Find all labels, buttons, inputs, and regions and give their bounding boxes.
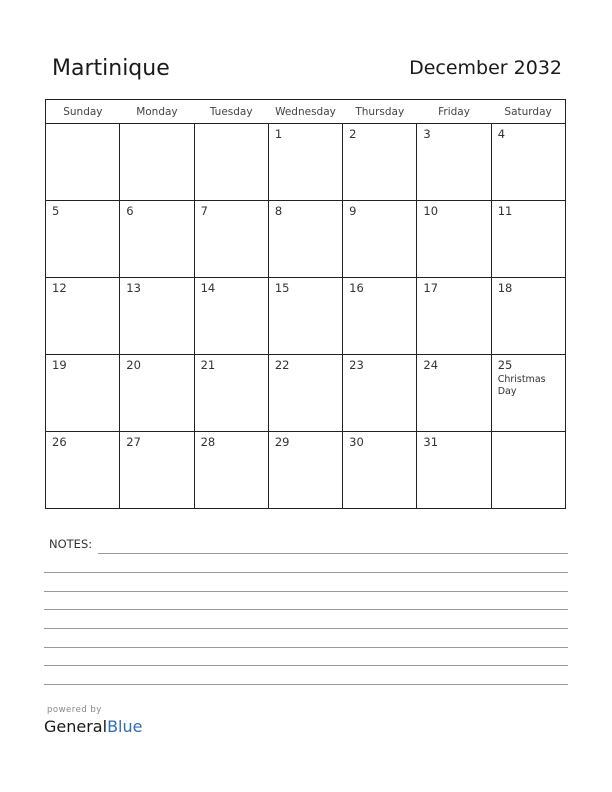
calendar-grid <box>45 99 566 509</box>
day-cell <box>194 278 268 355</box>
day-number: 21 <box>200 358 216 372</box>
notes-line <box>44 665 568 666</box>
day-number: 8 <box>274 204 283 218</box>
week-row <box>46 432 566 509</box>
day-cell <box>120 124 194 201</box>
day-number: 14 <box>200 281 216 295</box>
day-cell <box>343 432 417 509</box>
day-cell <box>46 201 120 278</box>
day-number: 5 <box>52 204 60 218</box>
weekday-tuesday: Tuesday <box>194 100 268 124</box>
day-cell <box>491 124 565 201</box>
day-number: 6 <box>126 204 134 218</box>
day-number: 23 <box>349 358 364 372</box>
notes-line <box>44 609 568 610</box>
notes-line <box>44 591 568 592</box>
day-number: 18 <box>497 281 513 295</box>
day-cell <box>343 278 417 355</box>
brand-blue: Blue <box>107 717 143 736</box>
day-cell <box>417 432 491 509</box>
day-cell <box>120 355 194 432</box>
day-number: 15 <box>274 281 290 295</box>
day-cell <box>194 201 268 278</box>
brand-general: General <box>44 717 108 736</box>
day-cell <box>417 201 491 278</box>
day-number: 25 <box>497 358 513 372</box>
day-number: 7 <box>200 204 208 218</box>
day-number: 31 <box>423 435 439 449</box>
month-year-title: December 2032 <box>409 57 562 79</box>
day-cell <box>268 124 342 201</box>
day-number: 27 <box>126 435 141 449</box>
day-number: 16 <box>349 281 364 295</box>
day-cell <box>46 355 120 432</box>
day-cell <box>417 278 491 355</box>
day-number: 22 <box>274 358 290 372</box>
day-cell <box>343 124 417 201</box>
day-cell <box>194 432 268 509</box>
notes-line <box>44 684 568 685</box>
day-number: 20 <box>126 358 141 372</box>
day-number: 26 <box>52 435 67 449</box>
day-number: 1 <box>274 127 283 141</box>
day-cell <box>268 355 342 432</box>
day-cell <box>120 201 194 278</box>
day-cell <box>491 201 565 278</box>
notes-line <box>44 628 568 629</box>
day-number: 13 <box>126 281 141 295</box>
notes-line <box>98 553 568 554</box>
weekday-friday: Friday <box>417 100 491 124</box>
day-cell <box>343 355 417 432</box>
day-cell <box>491 432 565 509</box>
week-row <box>46 124 566 201</box>
day-cell <box>120 278 194 355</box>
day-cell <box>194 124 268 201</box>
country-title: Martinique <box>52 56 170 81</box>
powered-by-text: powered by <box>47 705 102 715</box>
day-number: 12 <box>52 281 67 295</box>
day-cell <box>120 432 194 509</box>
weekday-wednesday: Wednesday <box>268 100 342 124</box>
week-row <box>46 355 566 432</box>
holiday-label: Christmas Day <box>497 374 546 397</box>
weekday-sunday: Sunday <box>46 100 120 124</box>
day-number: 11 <box>497 204 513 218</box>
notes-line <box>44 572 568 573</box>
notes-line <box>44 647 568 648</box>
day-number: 17 <box>423 281 439 295</box>
day-number: 24 <box>423 358 439 372</box>
day-cell <box>491 278 565 355</box>
day-cell <box>491 355 565 432</box>
day-cell <box>46 432 120 509</box>
day-number: 10 <box>423 204 439 218</box>
day-cell <box>268 201 342 278</box>
weekday-thursday: Thursday <box>343 100 417 124</box>
week-row <box>46 201 566 278</box>
notes-label: NOTES: <box>49 537 93 551</box>
day-number: 4 <box>497 127 506 141</box>
day-cell <box>343 201 417 278</box>
week-row <box>46 278 566 355</box>
day-cell <box>268 278 342 355</box>
weekday-saturday: Saturday <box>491 100 565 124</box>
brand-logo <box>44 717 142 736</box>
day-cell <box>417 355 491 432</box>
day-cell <box>46 124 120 201</box>
day-cell <box>46 278 120 355</box>
day-cell <box>268 432 342 509</box>
day-number: 19 <box>52 358 67 372</box>
day-number: 30 <box>349 435 364 449</box>
weekday-header-row <box>46 100 566 124</box>
day-cell <box>417 124 491 201</box>
day-number: 28 <box>200 435 216 449</box>
day-cell <box>194 355 268 432</box>
weekday-monday: Monday <box>120 100 194 124</box>
day-number: 29 <box>274 435 290 449</box>
day-number: 2 <box>349 127 357 141</box>
day-number: 9 <box>349 204 357 218</box>
day-number: 3 <box>423 127 431 141</box>
